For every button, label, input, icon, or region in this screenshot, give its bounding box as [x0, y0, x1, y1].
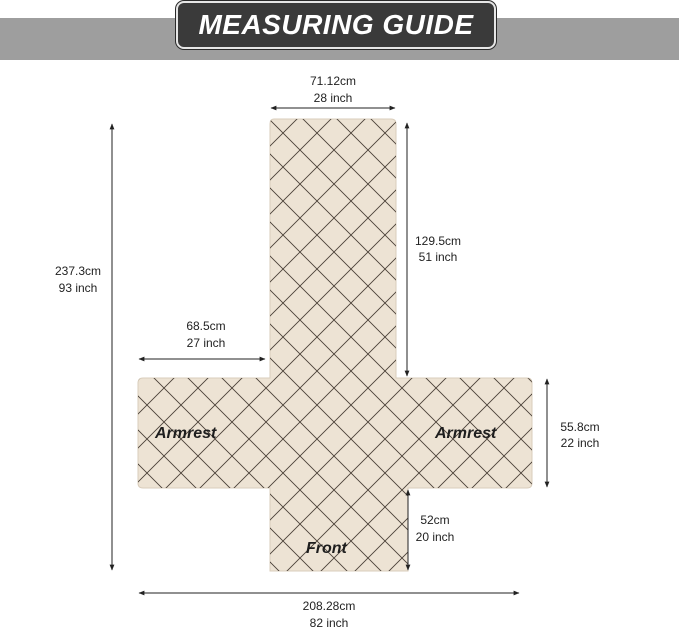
quilt-line [100, 0, 580, 56]
right-armrest-label: Armrest [435, 425, 497, 442]
top-width-inch: 28 inch [313, 91, 353, 105]
armrest-width-inch: 27 inch [186, 336, 226, 350]
front-label: Front [306, 540, 347, 557]
total-height-inch: 93 inch [58, 281, 98, 295]
total-width-inch: 82 inch [309, 616, 349, 629]
armrest-width-cm: 68.5cm [186, 319, 226, 333]
back-height-inch: 51 inch [418, 250, 458, 264]
page-title: MEASURING GUIDE [198, 9, 474, 40]
armrest-depth-cm: 55.8cm [560, 420, 600, 434]
back-height-cm: 129.5cm [414, 234, 462, 248]
quilt-line [100, 0, 580, 22]
total-width-cm: 208.28cm [302, 599, 356, 613]
left-armrest-label: Armrest [155, 425, 217, 442]
top-width-cm: 71.12cm [309, 74, 357, 88]
total-height-cm: 237.3cm [54, 264, 102, 278]
front-length-cm: 52cm [420, 513, 450, 527]
quilt-line [100, 0, 580, 124]
quilt-line [100, 0, 580, 44]
quilt-line [100, 0, 580, 78]
armrest-depth-inch: 22 inch [560, 436, 600, 450]
quilt-line [100, 0, 580, 10]
front-length-inch: 20 inch [415, 530, 455, 544]
